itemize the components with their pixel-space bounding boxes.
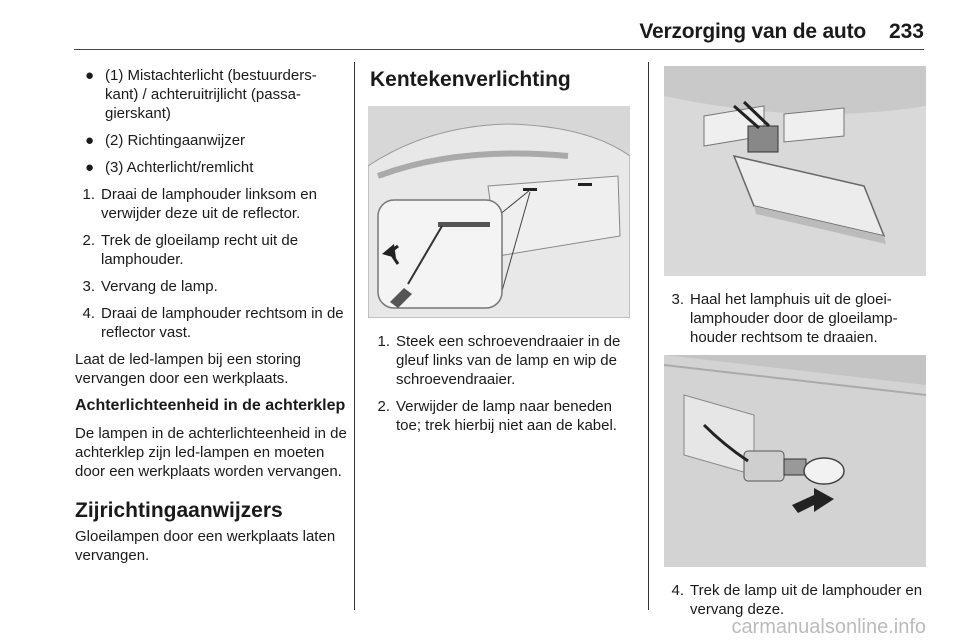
subheading-tailgate: Achterlichteenheid in de achterklep — [75, 397, 346, 414]
step-item: 4. Draai de lamphouder rechtsom in de reflector vast. — [82, 305, 344, 341]
step-item: 1. Draai de lamphouder linksom en verwijder deze uit de reflector. — [82, 186, 317, 222]
header-rule — [74, 49, 924, 50]
bulb-removal-illustration — [664, 355, 926, 567]
bullet-item: ● (1) Mistachterlicht (bestuurders-kant) / achteruitrijlicht (passa-gierskant) — [85, 67, 317, 122]
column-1 — [75, 66, 347, 573]
column-3 — [664, 66, 926, 627]
led-note: Laat de led-lampen bij een storing vervangen door een werkplaats. — [75, 351, 301, 387]
step-item: 1. Steek een schroevendraaier in de gleuf links van de lamp en wip de schroevendraaier. — [377, 333, 621, 388]
step-item: 3. Vervang de lamp. — [82, 278, 218, 295]
heading-side-indicators: Zijrichtingaanwijzers — [75, 499, 283, 522]
side-indicators-text: Gloeilampen door een werkplaats laten vervangen. — [75, 528, 336, 564]
column-divider-left — [354, 62, 355, 610]
tailgate-screwdriver-illustration — [368, 106, 630, 318]
page-number: 233 — [888, 20, 924, 43]
step-item: 3. Haal het lamphuis uit de gloei-lamphouder door de gloeilamp-houder rechtsom te draaien. — [671, 291, 898, 346]
column-divider-right — [648, 62, 649, 610]
tailgate-text: De lampen in de achterlichteenheid in de achterklep zijn led-lampen en moeten door een werkplaats worden vervangen. — [75, 425, 347, 480]
bullet-item: ● (2) Richtingaanwijzer — [85, 132, 246, 149]
page-header-title: Verzorging van de auto — [639, 20, 866, 43]
lamp-housing-illustration — [664, 66, 926, 276]
step-item: 2. Verwijder de lamp naar beneden toe; trek hierbij niet aan de kabel. — [377, 398, 617, 434]
column-2 — [370, 66, 634, 443]
step-item: 2. Trek de gloeilamp recht uit de lamphouder. — [82, 232, 299, 268]
bullet-item: ● (3) Achterlicht/remlicht — [85, 159, 254, 176]
heading-license-plate-light: Kentekenverlichting — [370, 68, 571, 91]
watermark: carmanualsonline.info — [731, 616, 926, 638]
step-item: 4. Trek de lamp uit de lamphouder en vervang deze. — [671, 582, 923, 618]
